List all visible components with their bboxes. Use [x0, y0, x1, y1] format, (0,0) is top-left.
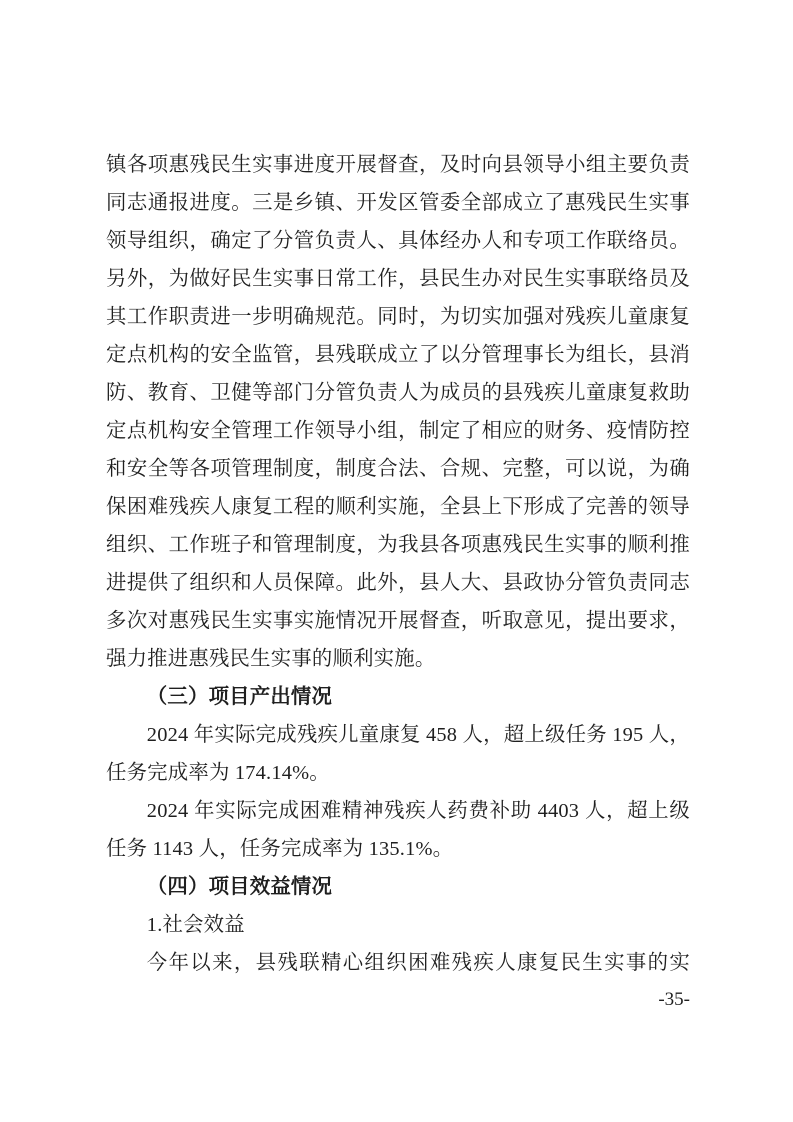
heading-line: （三）项目产出情况: [146, 686, 333, 708]
text-line: 保困难残疾人康复工程的顺利实施，全县上下形成了完善的领导: [106, 496, 690, 518]
text-line: 多次对惠残民生实事实施情况开展督查，听取意见，提出要求，: [106, 610, 690, 632]
text-line: 今年以来，县残联精心组织困难残疾人康复民生实事的实: [146, 952, 690, 974]
text-line: 和安全等各项管理制度，制度合法、合规、完整，可以说，为确: [106, 458, 690, 480]
subheading-line: 1.社会效益: [146, 914, 245, 936]
text-line: 定点机构的安全监管，县残联成立了以分管理事长为组长，县消: [106, 344, 690, 366]
text-line: 领导组织，确定了分管负责人、具体经办人和专项工作联络员。: [106, 230, 690, 252]
page-number: -35-: [658, 989, 690, 1010]
text-line: 进提供了组织和人员保障。此外，县人大、县政协分管负责同志: [106, 572, 690, 594]
text-line: 组织、工作班子和管理制度，为我县各项惠残民生实事的顺利推: [106, 534, 690, 556]
text-line: 同志通报进度。三是乡镇、开发区管委全部成立了惠残民生实事: [106, 192, 690, 214]
text-line: 2024 年实际完成残疾儿童康复 458 人，超上级任务 195 人，: [146, 724, 690, 746]
text-line: 其工作职责进一步明确规范。同时，为切实加强对残疾儿童康复: [106, 306, 690, 328]
text-line: 2024 年实际完成困难精神残疾人药费补助 4403 人，超上级: [146, 800, 690, 822]
document-body: [106, 146, 690, 982]
text-line: 镇各项惠残民生实事进度开展督查，及时向县领导小组主要负责: [106, 154, 690, 176]
text-line: 强力推进惠残民生实事的顺利实施。: [106, 648, 436, 670]
text-line: 另外，为做好民生实事日常工作，县民生办对民生实事联络员及: [106, 268, 690, 290]
text-line: 定点机构安全管理工作领导小组，制定了相应的财务、疫情防控: [106, 420, 690, 442]
heading-line: （四）项目效益情况: [146, 876, 333, 898]
text-line: 防、教育、卫健等部门分管负责人为成员的县残疾儿童康复救助: [106, 382, 690, 404]
text-line: 任务完成率为 174.14%。: [106, 762, 330, 784]
text-line: 任务 1143 人，任务完成率为 135.1%。: [106, 838, 454, 860]
